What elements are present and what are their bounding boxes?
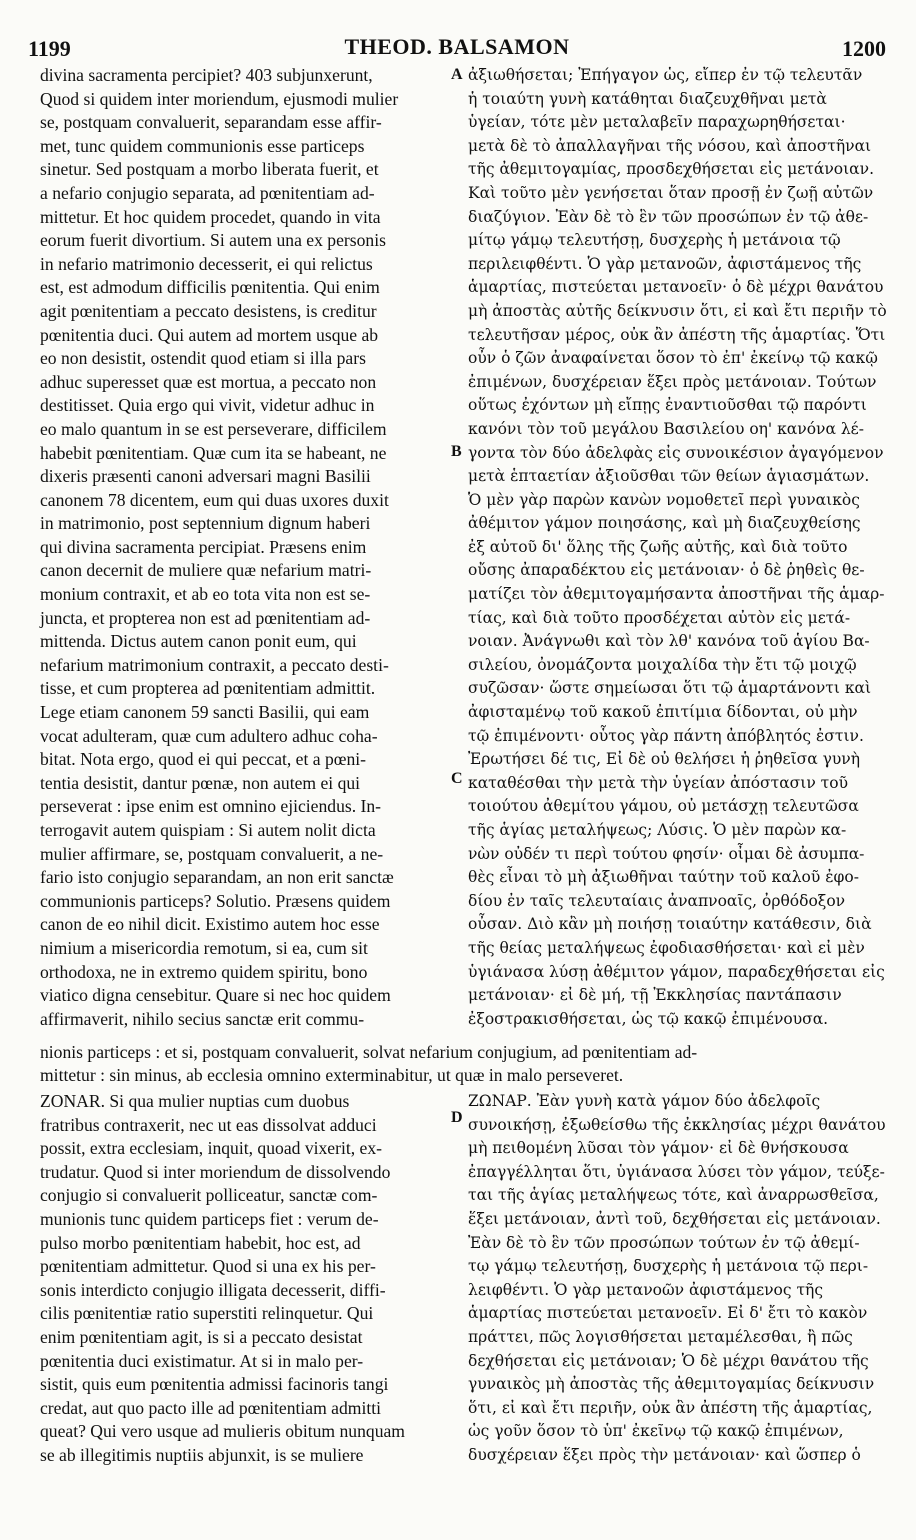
text-line: τελευτῆσαν μέρος, οὐκ ἂν ἀπέστη τῆς ἁμαρτίας. Ὅτι [468,325,886,344]
text-line: ΖΩΝΑΡ. Ἐὰν γυνὴ κατὰ γάμον δύο ἀδελφοῖς [468,1092,821,1110]
text-line: θὲς εἶναι τὸ μὴ ἀξιωθῆναι ταύτην τοῦ καλοῦ ἐφο- [468,868,859,887]
text-line: sonis interdicto conjugio illigata decesserit, diffi- [40,1279,386,1300]
margin-marker-a: A [451,66,463,83]
text-line: μετάνοιαν· εἰ δὲ μή, τῇ Ἐκκλησίας παντάπασιν [468,986,842,1005]
text-line: sinetur. Sed postquam a morbo liberata fuerit, et [40,159,379,180]
text-line: conjugio si convaluerit polliceatur, sanctæ com- [40,1185,378,1206]
text-line: juncta, et propterea non est ad pœnitentiam ad- [40,607,371,628]
text-line: οὔσης ἀπαραδέκτου εἰς μετάνοιαν· ὁ δὲ ῥηθεὶς θε- [468,561,865,580]
text-line: ἕξει μετάνοιαν, ἀντὶ τοῦ, δεχθήσεται εἰς μετάνοιαν. [468,1209,881,1228]
text-line: ἐπαγγέλληται ὅτι, ὑγιάνασα λύσει τὸν γάμον, τεύξε- [468,1162,885,1181]
text-line: divina sacramenta percipiet? 403 subjunxerunt, [40,65,373,85]
text-line: τίας, καὶ διὰ τοῦτο προσδέχεται αὐτὸν εἰς μετά- [468,608,851,627]
text-line: ἁμαρτίας πιστεύεται μετανοεῖν. Εἰ δ' ἔτι τὸ κακὸν [468,1304,868,1323]
text-line: νὼν οὐδέν τι περὶ τούτου φησίν· οἶμαι δὲ ἀσυμπα- [468,844,865,863]
text-line: οὕτως ἐχόντων μὴ εἴπῃς ἐναντιοῦσθαι τῷ παρόντι [468,396,867,415]
text-line: se ab illegitimis nuptiis abjunxit, is se muliere [40,1444,364,1465]
text-line: σιλείου, ὀνομάζοντα μοιχαλίδα τὴν ἔτι τῷ μοιχῷ [468,655,857,674]
margin-marker-d: D [451,1109,463,1126]
text-line: canon de eo nihil dicit. Existimo autem hoc esse [40,914,380,935]
text-line: in nefario matrimonio decesserit, ei qui relictus [40,253,373,274]
text-line: cilis pœnitentiæ ratio superstiti relinquetur. Qui [40,1303,374,1324]
text-line: canon decernit de muliere quæ nefarium matri- [40,560,372,581]
text-line: fratribus contraxerit, nec ut eas dissolvat adduci [40,1114,377,1135]
page-header [28,30,886,60]
text-line: ὑγιάνασα λύσῃ ἀθέμιτον γάμον, παραδεχθήσεται εἰς [468,962,885,981]
text-line: a nefario conjugio separata, ad pœnitentiam ad- [40,182,375,203]
text-line: terrogavit autem quispiam : Si autem nolit dicta [40,820,376,840]
text-line: trudatur. Quod si inter moriendum de dissolvendo [40,1161,391,1182]
text-line: ἀξιωθήσεται; Ἐπήγαγον ὡς, εἴπερ ἐν τῷ τελευτᾶν [468,66,863,84]
text-line: munionis tunc quidem particeps fiet : verum de- [40,1208,379,1229]
text-line: nimium a misericordia remotum, si ea, cum sit [40,937,368,958]
text-line: adhuc superesset quæ est mortua, a peccato non [40,371,377,392]
text-line: οὖσαν. Διὸ κἂν μὴ ποιήσῃ τοιαύτην κατάθεσιν, διὰ [468,915,872,934]
text-line: monium contraxit, et ab eo tota vita non est se- [40,584,371,605]
text-line: tisse, et cum propterea ad pœnitentiam admittit. [40,678,376,699]
text-line: eorum fuerit divortium. Si autem una ex personis [40,230,386,251]
text-line: canonem 78 dicentem, eum qui duas uxores duxit [40,489,389,510]
margin-marker-b: B [451,443,462,460]
text-line: οὖν ὁ ζῶν ἀναφαίνεται ὅσον τὸ ἐπ' ἐκείνῳ τῷ κακῷ [468,349,878,368]
text-line: τῆς θείας μεταλήψεως ἐφοδιασθήσεται· καὶ εἰ μὲν [468,938,865,957]
text-line: Ἐὰν δὲ τὸ ἓν τῶν προσώπων τούτων ἐν τῷ ἀθεμί- [468,1233,860,1252]
text-line: μίτῳ γάμῳ τελευτήσῃ, δυσχερὴς ἡ μετάνοια τῷ [468,231,841,250]
greek-column-zonaras [468,1090,888,1468]
text-line: συνοικήσῃ, ἐξωθείσθω τῆς ἐκκλησίας μέχρι θανάτου [468,1115,886,1134]
text-line: ἀφισταμένῳ τοῦ κακοῦ ἐπιτίμια δίδονται, οὐ μὴν [468,703,858,722]
text-line: ἐξ αὐτοῦ δι' ὅλης τῆς ζωῆς αὐτῆς, καὶ διὰ τοῦτο [468,537,848,556]
text-line: τῳ γάμῳ τελευτήσῃ, δυσχερὴς ἡ μετάνοια τῷ περι- [468,1257,869,1276]
text-line: orthodoxa, ne in extremo quidem spiritu, bono [40,961,368,982]
text-line: μὴ ἀποστὰς αὐτῆς δείκνυσιν ὅτι, εἰ καὶ ἔτι περιῆν τὸ [468,301,887,320]
text-line: est, est admodum difficilis pœnitentia. Qui enim [40,277,380,298]
text-line: vocat adulteram, quæ cum adultero adhuc coha- [40,725,378,746]
text-line: νοιαν. Ἀνάγνωθι καὶ τὸν λθ' κανόνα τοῦ ἁγίου Βα- [468,632,870,651]
text-line: in matrimonio, post septennium dignum haberi [40,513,371,534]
text-line: met, tunc quidem communionis esse particeps [40,135,365,156]
text-line: queat? Qui vero usque ad mulieris obitum nunquam [40,1421,405,1442]
text-line: eo malo quantum in se est perseverare, difficilem [40,418,387,439]
text-line: mulier affirmare, se, postquam convaluerit, a ne- [40,843,384,864]
text-line: ὑγείαν, τότε μὲν μεταλαβεῖν παραχωρηθήσεται· [468,113,846,132]
text-line: tentia desistit, dantur pœnæ, non autem ei qui [40,772,361,793]
text-line: perseverat : ipse enim est omnino ejiciendus. In- [40,796,382,817]
text-line: γυναικὸς μὴ ἀποστὰς τῆς ἀθεμιτογαμίας δείκνυσιν [468,1375,875,1394]
text-line: τῷ ἐπιμένοντι· οὗτος γὰρ πάντη ἀπόβλητός ἐστιν. [468,726,864,745]
latin-column-upper [40,64,450,1031]
text-line: credat, aut quo pacto ille ad pœnitentiam admitti [40,1397,382,1418]
text-line: enim pœnitentiam agit, is si a peccato desistat [40,1326,363,1347]
text-line: ἐξοστρακισθήσεται, ὡς τῷ κακῷ ἐπιμένουσα. [468,1009,829,1028]
text-line: communionis particeps? Solutio. Præsens quidem [40,890,391,911]
full-width-line: mittetur : sin minus, ab ecclesia omnino exterminabitur, ut quæ in malo perseveret. [40,1065,624,1085]
text-line: ὡς γοῦν ὅσον τὸ ὑπ' ἐκεῖνῳ τῷ κακῷ ἐπιμένων, [468,1422,844,1441]
text-line: qui divina sacramenta percipiat. Præsens enim [40,536,367,557]
text-line: μετὰ δὲ τὸ ἀπαλλαγῆναι τῆς νόσου, καὶ ἀποστῆναι [468,136,872,155]
text-line: bitat. Nota ergo, quod ei qui peccat, et a pœni- [40,749,367,770]
text-line: Quod si quidem inter moriendum, ejusmodi mulier [40,88,399,109]
text-line: μετὰ ἑπταετίαν ἀξιοῦσθαι τῶν θείων ἁγιασμάτων. [468,467,870,486]
text-line: κανόνι τὸν τοῦ μεγάλου Βασιλείου οη' κανόνα λέ- [468,419,864,438]
text-line: δίου ἐν ταῖς τελευταίαις ἀναπνοαῖς, ὀρθόδοξον [468,891,846,910]
text-line: διαζύγιον. Ἐὰν δὲ τὸ ἓν τῶν προσώπων ἐν τῷ ἀθε- [468,207,869,226]
text-line: agit pœnitentiam a peccato desistens, is creditur [40,300,377,321]
text-line: τῆς ἁγίας μεταλήψεως; Λύσις. Ὁ μὲν παρὼν κα- [468,821,847,839]
text-line: affirmaverit, nihilo secius sanctæ erit commu- [40,1008,365,1029]
text-line: λειφθέντι. Ὁ γὰρ μετανοῶν ἀφιστάμενος τῆς [468,1280,824,1299]
text-line: eo non desistit, ostendit quod etiam si illa pars [40,348,366,369]
text-line: καταθέσθαι τὴν μετὰ τὴν ὑγείαν ἀπόστασιν τοῦ [468,773,848,792]
text-line: viatico digna censebitur. Quare si nec hoc quidem [40,985,391,1006]
text-line: dixeris præsenti canoni adversari magni Basilii [40,466,371,487]
text-line: se, postquam convaluerit, separandam esse affir- [40,112,382,133]
text-line: pœnitentia duci. Qui autem ad mortem usque ab [40,324,379,345]
text-line: ματίζει τὸν ἀθεμιτογαμήσαντα ἀποστῆναι τῆς ἁμαρ- [468,585,885,604]
text-line: ἡ τοιαύτη γυνὴ κατάθηται διαζευχθῆναι μετὰ [468,89,827,108]
text-line: nefarium matrimonium contraxit, a peccato desti- [40,654,389,675]
running-title: THEOD. BALSAMON [344,34,570,59]
text-line: Καὶ τοῦτο μὲν γενήσεται ὅταν προσῇ ἐν ζωῇ αὐτῶν [468,183,874,202]
text-line: δεχθήσεται εἰς μετάνοιαν; Ὁ δὲ μέχρι θανάτου τῆς [468,1351,869,1370]
text-line: Lege etiam canonem 59 sancti Basilii, qui eam [40,702,370,723]
text-line: ται τῆς ἁγίας μεταλήψεως τότε, καὶ ἀναρρωσθεῖσα, [468,1186,879,1205]
text-line: Ἐρωτήσει δέ τις, Εἰ δὲ οὐ θελήσει ἡ ῥηθεῖσα γυνὴ [468,750,861,769]
text-line: πράττει, πῶς λογισθήσεται μεταμέλεσθαι, ἢ πῶς [468,1327,853,1346]
page-number-left: 1199 [28,36,71,61]
text-line: γοντα τὸν δύο ἀδελφὰς εἰς συνοικέσιον ἀγαγόμενον [468,443,884,462]
full-width-line: nionis particeps : et si, postquam convaluerit, solvat nefarium conjugium, ad pœnitentiam ad- [40,1042,698,1062]
text-line: sistit, quis eum pœnitentia admissi facinoris tangi [40,1374,389,1395]
text-line: συζῶσαν· ὥστε σημείωσαι ὅτι τῷ ἁμαρτάνοντι καὶ [468,679,872,698]
text-line: possit, extra ecclesiam, inquit, quoad vixerit, ex- [40,1138,383,1159]
text-line: destitisset. Quia ergo qui vivit, videtur adhuc in [40,395,375,416]
text-line: pœnitentia duci existimatur. At si in malo per- [40,1350,364,1371]
margin-marker-c: C [451,770,463,787]
text-line: mittenda. Dictus autem canon ponit eum, qui [40,631,357,652]
text-line: Ὁ μὲν γὰρ παρὼν κανὼν νομοθετεῖ περὶ γυναικὸς [468,490,860,509]
text-line: μὴ πειθομένη λῦσαι τὸν γάμον· εἰ δὲ θνήσκουσα [468,1139,849,1158]
text-line: ὅτι, εἰ καὶ ἔτι περιῆν, οὐκ ἂν ἀπέστη τῆς ἁμαρτίας, [468,1398,873,1417]
text-line: ἐπιμένων, δυσχέρειαν ἕξει πρὸς μετάνοιαν. Τούτων [468,372,877,391]
text-line: δυσχέρειαν ἕξει πρὸς τὴν μετάνοιαν· καὶ ὥσπερ ὁ [468,1445,861,1464]
text-line: ZONAR. Si qua mulier nuptias cum duobus [40,1091,350,1111]
text-line: mittetur. Et hoc quidem procedet, quando in vita [40,206,381,227]
text-line: pulso morbo pœnitentiam habebit, hoc est, ad [40,1232,361,1253]
text-line: pœnitentiam admittetur. Quod si una ex his per- [40,1256,376,1277]
text-line: τῆς ἀθεμιτογαμίας, προσδεχθήσεται εἰς μετάνοιαν. [468,160,874,179]
greek-column-upper [468,64,888,1031]
text-line: τοιούτου ἀθεμίτου γάμου, οὐ μετάσχῃ τελευτῶσα [468,797,859,816]
text-line: ἀθέμιτον γάμον ποιησάσης, καὶ μὴ διαζευχθείσης [468,514,861,533]
text-line: ἁμαρτίας, πιστεύεται μετανοεῖν· ὁ δὲ μέχρι θανάτου [468,278,884,297]
text-line: habebit pœnitentiam. Quæ cum ita se habeant, ne [40,442,387,463]
text-line: περιλειφθέντι. Ὁ γὰρ μετανοῶν, ἀφιστάμενος τῆς [468,254,862,273]
text-line: fario isto conjugio separandam, an non erit sanctæ [40,867,394,888]
latin-column-zonaras [40,1090,450,1468]
page-number-right: 1200 [842,36,886,61]
